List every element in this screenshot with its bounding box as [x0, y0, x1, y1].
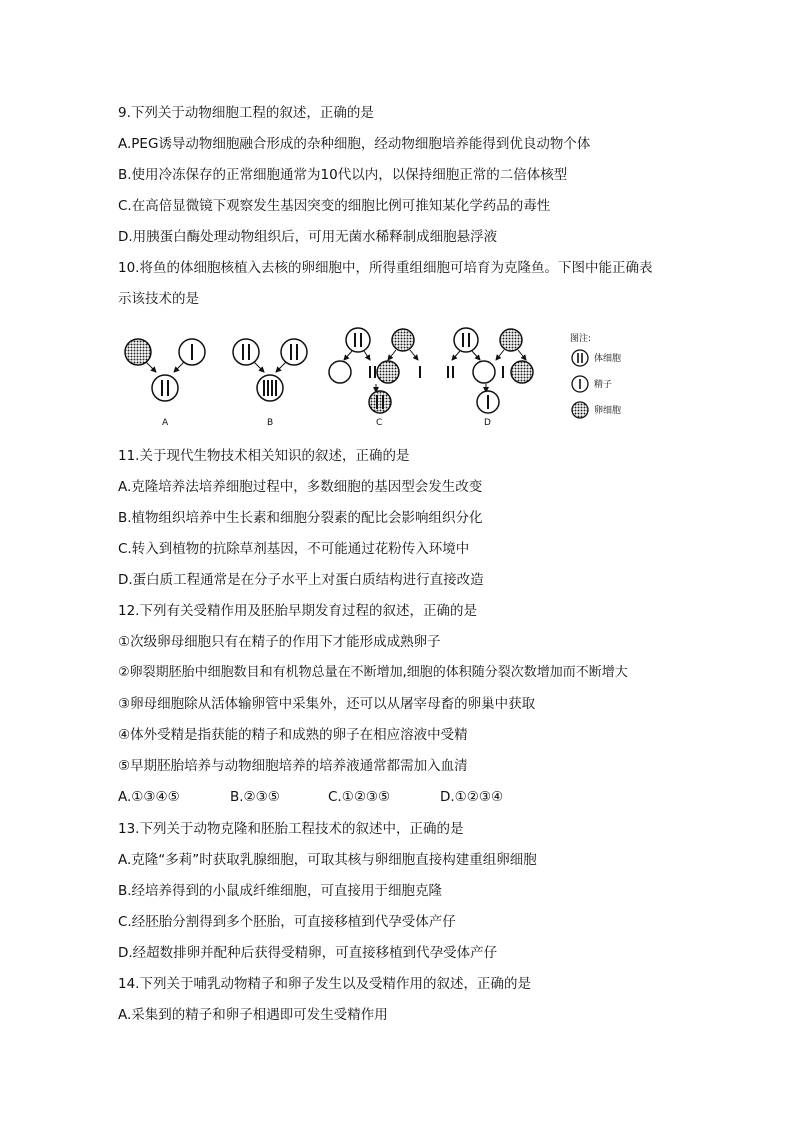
legend-somatic-icon [572, 350, 588, 366]
q12-statement-4: ④体外受精是指获能的精子和成熟的卵子在相应溶液中受精 [118, 727, 468, 743]
legend-egg-icon [572, 402, 588, 418]
q12-statement-1: ①次级卵母细胞只有在精子的作用下才能形成成熟卵子 [118, 634, 441, 650]
q9-option-b: B.使用冷冻保存的正常细胞通常为10代以内，以保持细胞正常的二倍体核型 [118, 167, 568, 183]
q10-stem-line2: 示该技术的是 [118, 291, 199, 307]
diagram-label-b: B [267, 418, 274, 428]
q9-option-d: D.用胰蛋白酶处理动物组织后，可用无菌水稀释制成细胞悬浮液 [118, 229, 498, 245]
q11-option-d: D.蛋白质工程通常是在分子水平上对蛋白质结构进行直接改造 [118, 572, 484, 588]
q11-option-c: C.转入到植物的抗除草剂基因，不可能通过花粉传入环境中 [118, 541, 470, 557]
legend-title: 图注: [570, 334, 592, 344]
q9-option-a: A.PEG诱导动物细胞融合形成的杂种细胞，经动物细胞培养能得到优良动物个体 [118, 136, 591, 152]
q12-stem: 12.下列有关受精作用及胚胎早期发育过程的叙述，正确的是 [118, 603, 477, 619]
q13-option-b: B.经培养得到的小鼠成纤维细胞，可直接用于细胞克隆 [118, 883, 443, 899]
q14-stem: 14.下列关于哺乳动物精子和卵子发生以及受精作用的叙述，正确的是 [118, 976, 531, 992]
diagram-option-a [125, 339, 205, 428]
q14-option-a: A.采集到的精子和卵子相遇即可发生受精作用 [118, 1007, 388, 1023]
diagram-option-d [448, 328, 533, 428]
q9-option-c: C.在高倍显微镜下观察发生基因突变的细胞比例可推知某化学药品的毒性 [118, 198, 551, 214]
q12-statement-3: ③卵母细胞除从活体输卵管中采集外，还可以从屠宰母畜的卵巢中获取 [118, 696, 536, 712]
q13-option-d: D.经超数排卵并配种后获得受精卵，可直接移植到代孕受体产仔 [118, 945, 498, 961]
legend-somatic-label: 体细胞 [594, 354, 622, 364]
q12-option-c: C.①②③⑤ [328, 789, 391, 805]
q9-stem: 9.下列关于动物细胞工程的叙述，正确的是 [118, 105, 374, 121]
diagram-option-b [233, 339, 307, 428]
q12-options [118, 788, 503, 806]
q10-stem-line1: 10.将鱼的体细胞核植入去核的卵细胞中，所得重组细胞可培育为克隆鱼。下图中能正确表 [118, 260, 653, 276]
legend-egg-label: 卵细胞 [594, 406, 622, 416]
diagram-label-d: D [484, 418, 491, 428]
q12-statement-2: ②卵裂期胚胎中细胞数目和有机物总量在不断增加,细胞的体积随分裂次数增加而不断增大 [118, 665, 628, 680]
diagram-label-c: C [376, 418, 383, 428]
q11-stem: 11.关于现代生物技术相关知识的叙述，正确的是 [118, 448, 410, 464]
q11-option-b: B.植物组织培养中生长素和细胞分裂素的配比会影响组织分化 [118, 510, 483, 526]
q12-option-b: B.②③⑤ [230, 789, 280, 805]
legend-sperm-label: 精子 [594, 380, 613, 390]
somatic-cell-icon [152, 375, 178, 401]
diagram-label-a: A [162, 418, 169, 428]
q12-option-d: D.①②③④ [440, 789, 504, 805]
diagram-legend [570, 332, 621, 418]
q13-stem: 13.下列关于动物克隆和胚胎工程技术的叙述中，正确的是 [118, 821, 464, 837]
q13-option-a: A.克隆“多莉”时获取乳腺细胞，可取其核与卵细胞直接构建重组卵细胞 [118, 852, 537, 868]
q10-diagram [118, 322, 678, 434]
diagram-option-c [329, 328, 420, 428]
q13-option-c: C.经胚胎分割得到多个胚胎，可直接移植到代孕受体产仔 [118, 914, 456, 930]
q12-statement-5: ⑤早期胚胎培养与动物细胞培养的培养液通常都需加入血清 [118, 758, 468, 774]
egg-cell-icon [125, 339, 151, 365]
q11-option-a: A.克隆培养法培养细胞过程中，多数细胞的基因型会发生改变 [118, 479, 483, 495]
q12-option-a: A.①③④⑤ [118, 789, 180, 805]
